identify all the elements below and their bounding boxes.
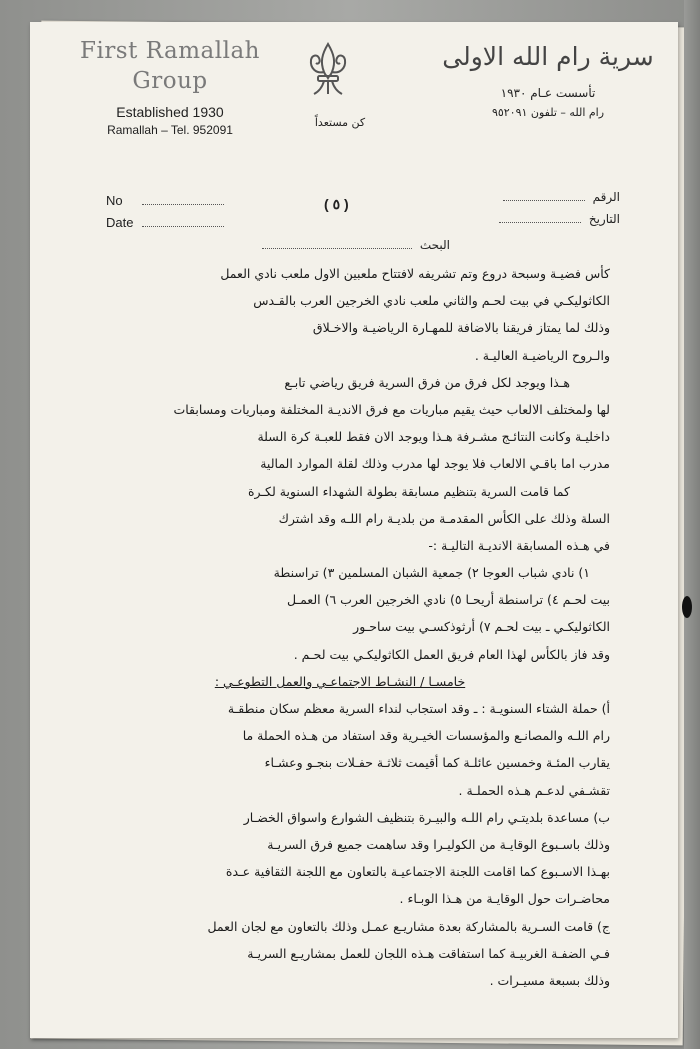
field-no: [106, 193, 224, 208]
body-line: وذلك بسبعة مسيـرات .: [489, 972, 610, 988]
scan-edge: [684, 0, 700, 1049]
field-number-ar: [503, 190, 620, 204]
body-line: الكاثوليكـي ـ بيت لحـم ٧) أرثوذكسـي بيت ساحـور: [353, 619, 610, 635]
field-date-ar: [499, 212, 620, 226]
letterhead-arabic: [428, 40, 668, 119]
body-line: فـي الضفـة الغربيـة كما استفاقت هـذه اللجان للعمل بمشاريـع السريـة: [247, 945, 610, 961]
group-name-line2: Group: [132, 68, 208, 94]
fleur-de-lis-icon: [306, 42, 350, 98]
group-name-line1: First Ramallah: [80, 38, 260, 64]
field-date: [106, 215, 224, 230]
body-line: وقد فاز بالكأس لهذا العام فريق العمل الكاثوليكـي بيت لحـم .: [293, 646, 610, 662]
field-subject-ar: [250, 238, 450, 252]
no-line: [142, 204, 224, 205]
date-ar-line: [499, 222, 581, 223]
established-text: Established 1930: [116, 104, 224, 120]
address-ar: رام الله – تلفون ٩٥٢٠٩١: [491, 106, 605, 119]
body-line: يقارب المئـة وخمسين عائلـة كما أقيمت ثلاثـة حفـلات بنجـو وعشـاء: [264, 755, 610, 771]
no-label: No: [106, 193, 123, 208]
binder-hole: [682, 596, 692, 618]
group-name: [70, 36, 270, 96]
motto-ar: كن مستعداً: [314, 116, 366, 129]
body-line: ١) نادي شباب العوجا ٢) جمعية الشبان المسلمين ٣) تراسنطة: [273, 565, 590, 581]
body-line: الكاثوليكـي في بيت لحـم والثاني ملعب نادي الخرجين العرب بالقـدس: [253, 293, 610, 309]
body-line: كأس فضيـة وسبحة دروع وتم تشريفه لافتتاح ملعبين الاول ملعب نادي العمل: [220, 266, 610, 281]
body-line: بهـذا الاسـبوع كما اقامت اللجنة الاجتماعيـة بالتعاون مع اللجنة الثقافية عـدة: [225, 864, 610, 880]
body-line: أ) حملة الشتاء السنويـة : ـ وقد استجاب لنداء السرية معظم سكان منطقـة: [227, 701, 610, 716]
date-line: [142, 226, 224, 227]
number-ar-line: [503, 200, 585, 201]
number-ar-label: الرقم: [592, 190, 620, 204]
subject-ar-line: [262, 248, 412, 249]
date-ar-label: التاريخ: [588, 212, 620, 226]
group-name-ar: سرية رام الله الاولى: [442, 42, 654, 71]
subject-ar-label: البحث: [419, 238, 450, 252]
body-line: داخليـة وكانت النتائـج مشـرفة هـذا ويوجد الان فقط للعبـة كرة السلة: [257, 429, 610, 445]
body-line: رام اللـه والمصانـع والمؤسسات الخيـرية وقد استفاد من هـذه الحملة ما: [242, 728, 610, 744]
body-line: كما قامت السرية بتنظيم مسابقة بطولة الشهداء السنوية لكـرة: [247, 483, 570, 499]
body-line: السلة وذلك على الكأس المقدمـة من بلديـة رام اللـه وقد اشترك: [278, 510, 610, 526]
body-line: بيت لحـم ٤) تراسنطة أريحـا ٥) نادي الخرجين العرب ٦) العمـل: [286, 592, 610, 608]
body-line: هـذا ويوجد لكل فرق من فرق السرية فريق رياضي تابـع: [284, 374, 570, 390]
letter-body: [70, 260, 610, 994]
section-heading: خامسـا / النشـاط الاجتماعـي والعمل التطوعـي :: [214, 673, 466, 689]
body-line: محاضـرات حول الوقايـة من هـذا الوبـاء .: [399, 891, 610, 907]
body-line: وذلك لما يمتاز فريقنا بالاضافة للمهـارة الرياضيـة والاخـلاق: [312, 320, 610, 336]
body-line: تقشـفي لدعـم هـذه الحملـة .: [458, 782, 610, 798]
page-number: ( ٥ ): [324, 196, 349, 212]
body-line: لها ولمختلف الالعاب حيث يقيم مباريات مع فرق الانديـة المختلفة ومباريات ومسابقات: [173, 401, 610, 417]
address-text: Ramallah – Tel. 952091: [107, 123, 233, 137]
date-label: Date: [106, 215, 134, 230]
body-line: ج) قامت السـرية بالمشاركة بعدة مشاريـع عمـل وذلك بالتعاون مع لجان العمل: [207, 918, 610, 934]
body-line: والـروح الرياضيـة العاليـة .: [474, 347, 610, 363]
body-line: ب) مساعدة بلديتـي رام اللـه والبيـرة بتنظيف الشوارع واسواق الخضـار: [243, 809, 610, 825]
body-line: وذلك باسـبوع الوقايـة من الكوليـرا وقد ساهمت جميع فرق السريـة: [267, 836, 610, 852]
founded-ar: تأسست عـام ١٩٣٠: [500, 86, 596, 100]
body-line: مدرب اما باقـي الالعاب فلا يوجد لها مدرب وذلك لقلة الموارد المالية: [260, 456, 610, 472]
body-line: في هـذه المسابقة الانديـة التاليـة :-: [428, 537, 610, 553]
letterhead-english: [70, 36, 270, 137]
